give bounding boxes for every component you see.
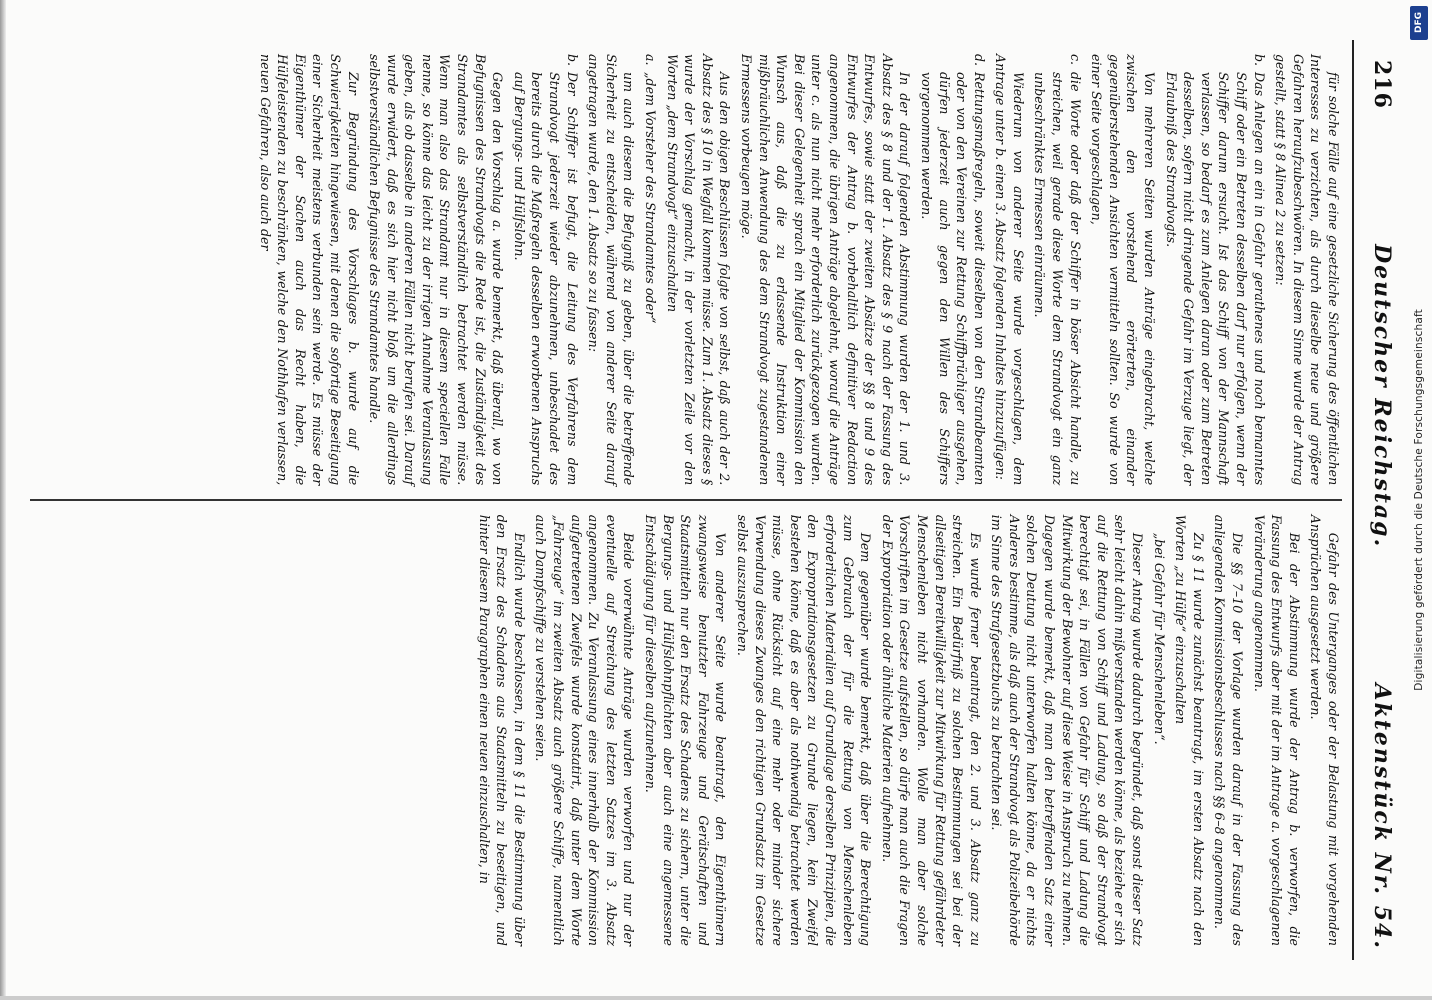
paragraph — [585, 54, 638, 485]
paragraph-text: Dem gegenüber wurde bemerkt, daß über die Berechtigung zum Gebrauch der für die Rettung von Menschenleben erforderlichen Materialien auf Grundlage derselben Prinzipien, die den Expropriationsgesetzen zu Grunde liegen, kein Zweifel bestehen könne, daß es aber als nothwendig betrachtet werden müsse, ohne Rücksicht auf eine mehr oder minder sichere Verwendung dieses Zwanges den richtigen Grundsatz im Gesetze selbst auszusprechen. — [735, 514, 874, 946]
paragraph-text: „bei Gefahr für Menschenleben“. — [1151, 532, 1167, 745]
paragraph-text: Gefahr des Unterganges oder der Belastung mit vorgehenden Ansprüchen ausgesetzt werden. — [1308, 514, 1341, 946]
paragraph-text: Aus den obigen Beschlüssen folgte von selbst, daß auch der 2. Absatz des § 10 in Wegfall kommen müsse. Zum 1. Absatz dieses § wurde der Vorschlag gemacht, in der vorletzten Zeile vor den Worten „dem Strandvogt“ einzuschalten — [664, 54, 733, 486]
paragraph — [532, 515, 638, 946]
item-marker: b. — [1251, 54, 1267, 67]
paragraph — [988, 515, 1146, 946]
text-columns — [30, 40, 1342, 960]
paragraph-text: Zu § 11 wurde zunächst beantragt, im ersten Absatz nach den Worten „zu Hülfe“ einzuschalten — [1173, 514, 1206, 946]
paragraph-text: Es wurde ferner beantragt, den 2. und 3. Absatz ganz zu streichen. Ein Bedürfniß zu solchen Bestimmungen sei bei der allseitigen Bereitwilligkeit zur Mitwirkung für Rettung gefährdeter Menschenleben nicht vorhanden. Wolle man aber solche Vorschriften im Gesetze aufstellen, so dürfe man auch die Fragen der Expropriation oder ähnliche Materien aufnehmen. — [879, 514, 983, 946]
paragraph — [737, 54, 913, 485]
paragraph-text: Wiederum von anderer Seite wurde vorgeschlagen, dem Antrage unter b. einen 3. Absatz folgenden Inhaltes hinzuzufügen: — [993, 54, 1026, 486]
logo-text: DFG — [1414, 12, 1424, 34]
item-marker: d. — [971, 54, 987, 67]
paragraph — [663, 54, 733, 485]
paragraph-text: Gegen den Vorschlag a. wurde bemerkt, daß überall, wo von Befugnissen des Strandvogts die Rede ist, die Zuständigkeit des Strandamtes als selbstverständlich betrachtet werden müsse. Wenn man also das Strandamt nur in diesem speciellen Falle nenne, so könne das leicht zu der irrigen Annahme Veranlassung geben, als ob dasselbe in anderen Fällen nicht berufen sei. Darauf wurde erwidert, daß es sich hier nicht bloß um die allerdings selbstverständlichen Befugnisse des Strandamtes handle. — [367, 54, 506, 486]
scan-edge-bottom — [0, 996, 1432, 1000]
paragraph-text: Bei der Abstimmung wurde der Antrag b. verworfen, die Fassung des Entwurfs aber mit der im Antrage a. vorgeschlagenen Veränderung angenommen. — [1251, 514, 1302, 946]
paragraph — [1250, 515, 1303, 946]
paragraph-text: Von mehreren Seiten wurden Anträge eingebracht, welche zwischen den vorstehend erörterten, einander gegenüberstehenden Ansichten vermitteln sollten. So wurde von einer Seite vorgeschlagen, — [1089, 54, 1158, 486]
paragraph-text: Beide vorerwähnte Anträge wurden verworfen und nur der eventuelle auf Streichung des letzten Satzes im 3. Absatz angenommen. Zu Veranlassung eines innerhalb der Kommission aufgetretenen Zweifels wurde konstatirt, daß unter dem Worte „Fahrzeuge“ im zweiten Absatz auch größere Schiffe, namentlich auch Dampfschiffe zu verstehen seien. — [533, 514, 637, 946]
item-marker: b. — [564, 54, 580, 67]
paragraph — [733, 515, 874, 946]
paragraph-text: Rettungsmaßregeln, soweit dieselben von den Strandbeamten oder von den Vereinen zur Rettung Schiffbrüchiger ausgehen, dürfen jederzeit auch gegen den Willen des Schiffers vorgenommen werden. — [918, 72, 987, 486]
paragraph-text: Endlich wurde beschlossen, in dem § 11 die Bestimmung über den Ersatz des Schadens aus Staatsmitteln zu beseitigen, und hinter diesem Paragraphen einen neuen einzuschalten, in — [476, 514, 527, 946]
paragraph-text: Die §§ 7–10 der Vorlage wurden darauf in der Fassung des anliegenden Kommissionsbeschlusses nach §§ 6–8 angenommen. — [1212, 514, 1246, 946]
column-right — [30, 501, 1342, 960]
paragraph — [1088, 54, 1158, 485]
paragraph — [641, 515, 729, 946]
paragraph-text: Zur Begründung des Vorschlages b. wurde auf die Schwierigkeiten hingewiesen, mit denen die sofortige Beseitigung einer Sicherheit meistens verbunden sein werde. Es müsse der Eigenthümer der Sachen auch das Recht haben, die Hülfeleistenden zu beschränken, welche den Nothhafen verlassen, neuen Gefahren, also auch der — [257, 54, 361, 486]
paragraph — [878, 515, 984, 946]
paragraph — [1162, 54, 1268, 485]
paragraph — [1211, 515, 1246, 946]
paragraph-text: „dem Vorsteher des Strandamtes oder“ — [643, 72, 659, 324]
digitization-credit — [1406, 0, 1432, 1000]
paragraph-text: Das Anlegen an ein in Gefahr gerathenes und noch bemanntes Schiff oder ein Betreten desselben darf nur erfolgen, wenn der Schiffer darum ersucht. Ist das Schiff von der Mannschaft verlassen, so bedarf es zum Anlegen daran oder zum Betreten desselben, sofern nicht dringende Gefahr im Verzuge liegt, der Erlaubniß des Strandvogts. — [1163, 72, 1267, 486]
dfg-logo — [1410, 6, 1428, 40]
paragraph — [917, 54, 987, 485]
item-marker: a. — [643, 54, 659, 66]
document-number: Aktenstück Nr. 54. — [1369, 683, 1395, 950]
item-marker: c. — [1067, 54, 1083, 66]
paragraph — [475, 515, 528, 946]
paragraph-text: um auch diesem die Befugniß zu geben, über die betreffende Sicherheit zu entscheiden, während von anderer Seite darauf angetragen wurde, den 1. Absatz so zu fassen: — [586, 54, 637, 486]
credit-text: Digitalisierung gefördert durch die Deutsche Forschungsgemeinschaft — [1413, 309, 1425, 691]
paragraph — [1307, 515, 1342, 946]
paragraph — [1172, 515, 1207, 946]
paragraph — [1150, 515, 1168, 946]
header-rule — [1352, 40, 1354, 960]
paragraph — [256, 54, 362, 485]
paragraph-text: die Worte oder daß der Schiffer in böser Absicht handle, zu streichen, weil gerade diese Worte dem Strandvogt ein ganz unbeschränktes Ermessen einräumen. — [1032, 72, 1083, 486]
paragraph — [992, 54, 1027, 485]
paragraph-text: Der Schiffer ist befugt, die Leitung des Verfahrens dem Strandvogt jederzeit wieder abzunehmen, unbeschadet des bereits durch die Maßregeln desselben erworbenen Anspruchs auf Bergungs- und Hülfslohn. — [511, 72, 580, 486]
paragraph-text: Dieser Antrag wurde dadurch begründet, daß sonst dieser Satz sehr leicht dahin mißverstanden werden könne, als beziehe er sich auf die Rettung von Schiff und Ladung, so daß der Strandvogt berechtigt sei, in Fällen von Gefahr für Schiff und Ladung die Mitwirkung der Bewohner auf diese Weise in Anspruch zu nehmen. Dagegen wurde bemerkt, daß man den betreffenden Satz einer solchen Deutung nicht unterworfen halten könne, da er nichts Anderes bestimme, als daß auch der Strandvogt als Polizeibehörde im Sinne des Strafgesetzbuchs zu betrachten sei. — [989, 514, 1146, 946]
paragraph — [641, 54, 659, 485]
paragraph — [366, 54, 507, 485]
paragraph — [1031, 54, 1084, 485]
publication-title: Deutscher Reichstag. — [1369, 244, 1395, 549]
paragraph-text: für solche Fälle auf eine gesetzliche Sicherung des öffentlichen Interesses zu verzichten, als durch dieselbe neue und größere Gefahren heraufzubeschwören. In diesem Sinne wurde der Antrag gestellt, statt § 8 Alinea 2 zu setzen: — [1273, 54, 1341, 486]
column-left — [30, 40, 1342, 499]
page-header — [1352, 60, 1412, 950]
paragraph-text: Von anderer Seite wurde beantragt, den Eigenthümern zwangsweise benutzter Fahrzeuge und Gerätschaften und Staatsmitteln nur den Ersatz des Schadens zu sichern, unter die Bergungs- und Hülfslohnpflichten aber auch eine angemessene Entschädigung für dieselben aufzunehmen. — [643, 514, 729, 946]
paragraph — [1272, 54, 1342, 485]
paragraph-text: In der darauf folgenden Abstimmung wurden der 1. und 3. Absatz des § 8 und der 1. Absatz des § 9 nach der Fassung des Entwurfes, sowie statt der zweiten Absätze der §§ 8 und 9 des Entwurfes der Antrag b. vorbehaltlich definitiver Redaction angenommen, die übrigen Anträge abgelehnt, worauf die Anträge unter c. als nun nicht mehr erforderlich zurückgezogen wurden. Bei dieser Gelegenheit sprach ein Mitglied der Kommission den Wunsch aus, daß die zu erlassende Instruktion einer mißbräuchlichen Anwendung des dem Strandvogt zugestandenen Ermessens vorbeugen möge. — [739, 54, 913, 486]
page-number: 216 — [1369, 60, 1395, 109]
paragraph — [510, 54, 580, 485]
